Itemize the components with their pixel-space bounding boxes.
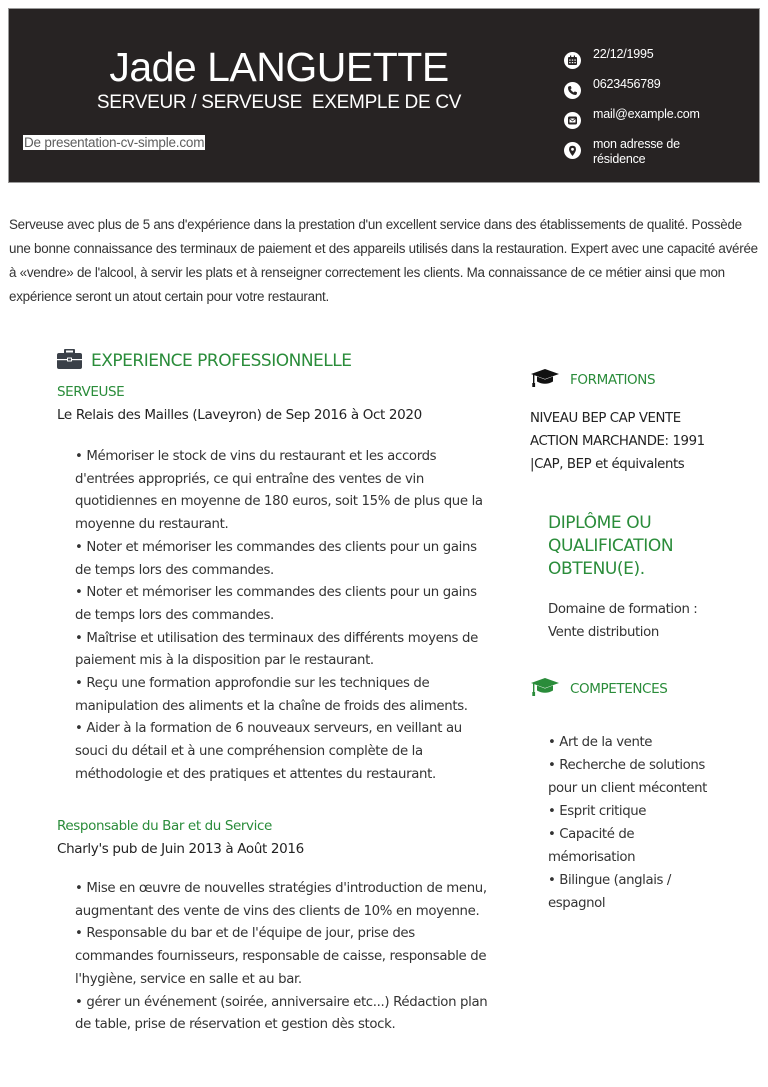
job-bullets [75,446,495,787]
contact-address [564,137,754,167]
graduation-cap-icon [530,368,560,392]
calendar-icon [564,52,581,69]
candidate-name: Jade LANGUETTE [109,44,449,90]
formations-title: FORMATIONS [570,372,656,388]
contact-birthdate [564,47,754,69]
formations-section-header [530,368,655,392]
phone-icon [564,82,581,99]
competences-section-header [530,677,667,701]
job-bullet: • Noter et mémoriser les commandes des clients pour un gains de temps lors des commandes. [75,539,477,578]
location-pin-icon [564,142,581,159]
formation-line: ACTION MARCHANDE: 1991 [530,434,705,449]
formation-line: |CAP, BEP et équivalents [530,457,685,472]
cv-header [8,8,760,183]
competence-item: • Recherche de solutions pour un client mécontent [548,758,707,796]
job-bullet: • Mise en œuvre de nouvelles stratégies d'introduction de menu, augmentant des vente de vins des clients de 10% en moyenne. [75,881,487,919]
formation-details [530,407,705,476]
job-bullets [75,878,495,1037]
diploma-line: Domaine de formation : [548,602,698,617]
job-bullet: • gérer un événement (soirée, anniversaire etc...) Rédaction plan de table, prise de réservation et gestion dès stock. [75,994,488,1033]
job-company: Le Relais des Mailles (Laveyron) de Sep 2016 à Oct 2020 [57,407,422,423]
profile-summary: Serveuse avec plus de 5 ans d'expérience dans la prestation d'un excellent service dans des établissements de qualité. Possède une bonne connaissance des terminaux de paiement et des appareils utilisés dans la restauration. Expert avec une capacité avérée à «vendre» de l'alcool, à servir les plats et à renseigner correctement les clients. Ma connaissance de ce métier ainsi que mon expérience seront un atout certain pour votre restaurant. [9,217,758,304]
contact-text: mon adresse de résidence [593,137,680,166]
job-role: SERVEUSE [57,384,125,400]
contact-text: 22/12/1995 [593,47,654,61]
job-bullet: • Aider à la formation de 6 nouveaux serveurs, en veillant au souci du détail et à une compréhension complète de la méthodologie et des pratiques et attentes du restaurant. [75,721,462,782]
graduation-cap-icon [530,677,560,701]
diploma-title: DIPLÔME OU QUALIFICATION OBTENU(E). [548,513,674,579]
competence-item: • Esprit critique [548,804,647,819]
contact-phone [564,77,754,99]
source-link[interactable]: De presentation-cv-simple.com [24,135,205,150]
job-bullet: • Maîtrise et utilisation des terminaux des différents moyens de paiement mis à la disposition par le restaurant. [75,630,478,669]
formation-line: NIVEAU BEP CAP VENTE [530,411,681,426]
job-bullet: • Mémoriser le stock de vins du restaurant et les accords d'entrées appropriés, ce qui entraîne des ventes de vin quotidiennes en moyenne de 180 euros, soit 15% de plus que la moyenne du restaurant. [75,449,483,533]
contact-list [564,47,754,175]
contact-text: mail@example.com [593,107,700,121]
competences-list [548,731,718,915]
briefcase-icon [57,349,82,373]
competence-item: • Capacité de mémorisation [548,827,636,865]
job-bullet: • Responsable du bar et de l'équipe de jour, prise des commandes fournisseurs, responsable de caisse, responsable de l'hygiène, service en salle et au bar. [75,926,487,987]
job-title: SERVEUR / SERVEUSE EXEMPLE DE CV [96,92,462,113]
diploma-line: Vente distribution [548,625,659,640]
competences-title: COMPETENCES [570,681,668,697]
contact-text: 0623456789 [593,77,661,91]
competence-item: • Bilingue (anglais / espagnol [548,873,671,911]
experience-section-header [57,349,351,373]
job-role: Responsable du Bar et du Service [57,818,272,834]
experience-title: EXPERIENCE PROFESSIONNELLE [91,351,352,371]
mail-icon [564,112,581,129]
job-company: Charly's pub de Juin 2013 à Août 2016 [57,841,304,857]
diploma-details [548,598,697,644]
contact-email[interactable] [564,107,754,129]
competence-item: • Art de la vente [548,735,653,750]
job-bullet: • Reçu une formation approfondie sur les techniques de manipulation des aliments et la chaîne de froids des aliments. [75,676,468,714]
job-bullet: • Noter et mémoriser les commandes des clients pour un gains de temps lors des commandes. [75,585,477,623]
